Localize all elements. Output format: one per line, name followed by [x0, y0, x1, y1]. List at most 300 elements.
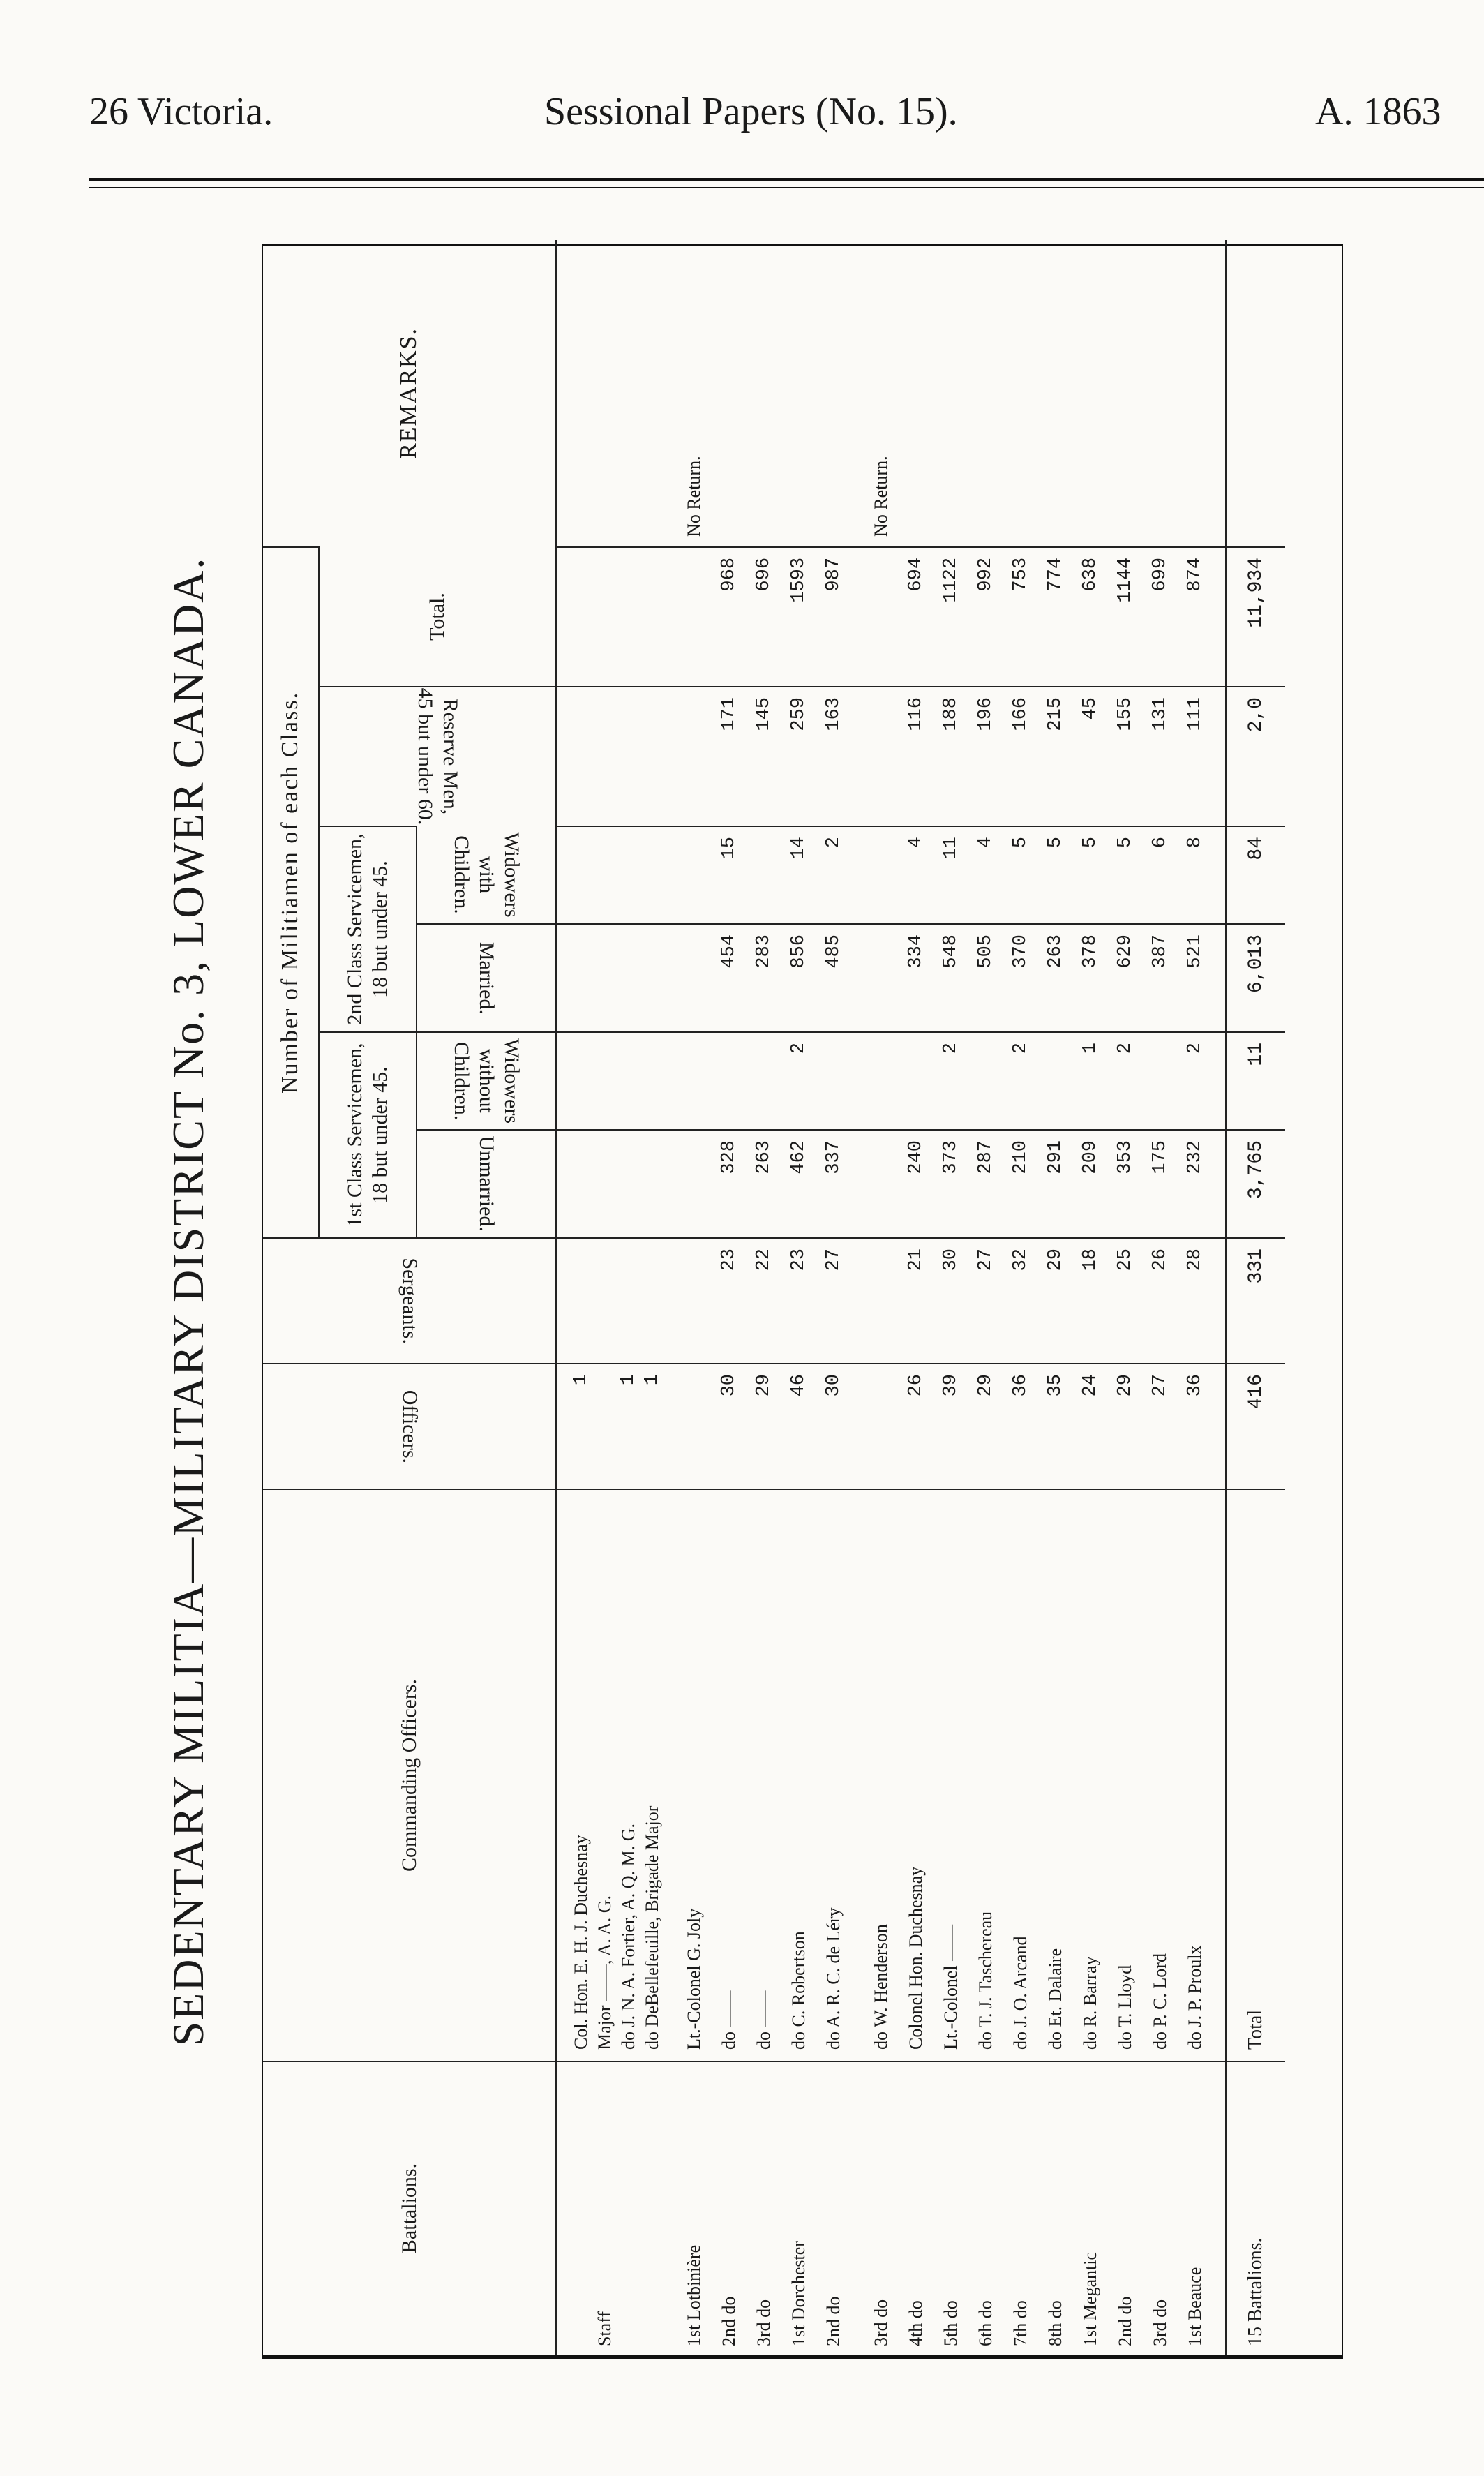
sergeants-cell: 27	[968, 1238, 1003, 1364]
empty-cell	[640, 826, 664, 924]
officers-cell	[677, 1364, 712, 1489]
battalion-cell: 6th do	[968, 2061, 1003, 2355]
battalion-cell: 1st Megantic	[1073, 2061, 1108, 2355]
total-cell: 1593	[781, 547, 816, 687]
header-battalions: Battalions.	[263, 2061, 556, 2355]
empty-cell	[617, 1238, 640, 1364]
officers-cell: 29	[747, 1364, 781, 1489]
unmarried-cell: 373	[934, 1130, 968, 1238]
total-cell: 699	[1143, 547, 1178, 687]
battalion-cell	[640, 2061, 664, 2355]
remarks-cell	[1226, 240, 1285, 547]
remarks-cell	[934, 240, 968, 547]
total-battalions-cell: 15 Battalions.	[1226, 2061, 1285, 2355]
total-cell: 874	[1178, 547, 1213, 687]
widowers_with-cell: 15	[712, 826, 747, 924]
reserve-cell: 45	[1073, 687, 1108, 826]
commanding-officer-cell	[1038, 1489, 1073, 2061]
officer-rank: Lt.-Colonel	[940, 1965, 961, 2050]
officer-rank: do	[871, 2031, 891, 2050]
total-cell: 753	[1003, 547, 1038, 687]
widowers_without-cell	[968, 1032, 1003, 1130]
table-row	[864, 240, 899, 2355]
reserve-cell: 259	[781, 687, 816, 826]
table-row	[934, 240, 968, 2355]
married-cell: 505	[968, 924, 1003, 1032]
widowers_without-cell: 2	[1108, 1032, 1143, 1130]
officer-name: P. C. Lord	[1150, 1953, 1170, 2027]
officers-cell: 1	[617, 1364, 640, 1489]
commanding-officer-cell	[1108, 1489, 1143, 2061]
total-label-cell: Total	[1226, 1489, 1285, 2061]
sergeants-cell: 28	[1178, 1238, 1213, 1364]
unmarried-cell: 240	[899, 1130, 934, 1238]
officer-rank: do	[823, 2031, 844, 2050]
reserve-cell: 163	[816, 687, 851, 826]
unmarried-cell: 175	[1143, 1130, 1178, 1238]
header-rule	[89, 178, 1484, 181]
officer-rank: do	[788, 2031, 809, 2050]
empty-cell	[593, 1238, 617, 1364]
header-married: Married.	[417, 924, 556, 1032]
widowers_without-cell	[747, 1032, 781, 1130]
empty-cell	[569, 547, 593, 687]
empty-cell	[640, 924, 664, 1032]
page-header	[0, 0, 1484, 161]
remarks-cell	[899, 240, 934, 547]
remarks-cell	[1073, 240, 1108, 547]
table-row	[593, 240, 617, 2355]
widowers_without-cell: 2	[934, 1032, 968, 1130]
widowers_without-cell	[1038, 1032, 1073, 1130]
widowers_without-cell: 2	[1178, 1032, 1213, 1130]
unmarried-cell: 353	[1108, 1130, 1143, 1238]
officer-name: ——	[719, 1990, 739, 2027]
commanding-officer-cell	[569, 1489, 593, 2061]
officers-cell	[864, 1364, 899, 1489]
officers-cell: 46	[781, 1364, 816, 1489]
empty-cell	[569, 924, 593, 1032]
married-cell: 283	[747, 924, 781, 1032]
totals-row	[1226, 240, 1285, 2355]
header-unmarried: Unmarried.	[417, 1130, 556, 1238]
reserve-cell	[677, 687, 712, 826]
widowers_with-cell: 4	[968, 826, 1003, 924]
total-cell	[864, 547, 899, 687]
battalion-cell: 7th do	[1003, 2061, 1038, 2355]
empty-cell	[569, 1032, 593, 1130]
unmarried-cell: 291	[1038, 1130, 1073, 1238]
remarks-cell	[1038, 240, 1073, 547]
empty-cell	[569, 1238, 593, 1364]
empty-cell	[593, 924, 617, 1032]
unmarried-cell: 337	[816, 1130, 851, 1238]
battalion-cell	[617, 2061, 640, 2355]
total-cell: 1122	[934, 547, 968, 687]
header-commanding-officers: Commanding Officers.	[263, 1489, 556, 2061]
sergeants-cell: 30	[934, 1238, 968, 1364]
empty-cell	[640, 1032, 664, 1130]
empty-cell	[569, 687, 593, 826]
officer-rank: do	[975, 2031, 996, 2050]
year-label: A. 1863	[1315, 90, 1441, 133]
commanding-officer-cell	[640, 1489, 664, 2061]
table-row	[640, 240, 664, 2355]
commanding-officer-cell	[593, 1489, 617, 2061]
empty-cell	[569, 1130, 593, 1238]
officer-name: J. O. Arcand	[1010, 1936, 1030, 2027]
reserve-cell: 215	[1038, 687, 1073, 826]
total-officers-cell: 416	[1226, 1364, 1285, 1489]
total-cell: 694	[899, 547, 934, 687]
battalion-cell: 4th do	[899, 2061, 934, 2355]
reserve-cell: 171	[712, 687, 747, 826]
table-row	[781, 240, 816, 2355]
officers-cell: 30	[816, 1364, 851, 1489]
commanding-officer-cell	[1143, 1489, 1178, 2061]
table-row	[1143, 240, 1178, 2355]
officer-rank: Major	[594, 2005, 615, 2050]
reserve-cell: 116	[899, 687, 934, 826]
unmarried-cell	[864, 1130, 899, 1238]
married-cell	[677, 924, 712, 1032]
commanding-officer-cell	[781, 1489, 816, 2061]
officers-cell: 1	[640, 1364, 664, 1489]
officer-rank: do	[1150, 2031, 1170, 2050]
commanding-officer-cell	[1178, 1489, 1213, 2061]
reserve-cell: 111	[1178, 687, 1213, 826]
widowers_with-cell: 8	[1178, 826, 1213, 924]
unmarried-cell: 287	[968, 1130, 1003, 1238]
officer-name: ——	[940, 1924, 961, 1961]
remarks-cell	[747, 240, 781, 547]
married-cell	[864, 924, 899, 1032]
sergeants-cell: 25	[1108, 1238, 1143, 1364]
table-row	[617, 240, 640, 2355]
widowers_with-cell	[864, 826, 899, 924]
page-title: SEDENTARY MILITIA—MILITARY DISTRICT No. 3, LOWER CANADA.	[163, 556, 213, 2047]
commanding-officer-cell	[617, 1489, 640, 2061]
remarks-cell	[781, 240, 816, 547]
widowers_without-cell	[677, 1032, 712, 1130]
battalion-cell: 3rd do	[864, 2061, 899, 2355]
empty-cell	[617, 924, 640, 1032]
officer-name: G. Joly	[684, 1908, 704, 1961]
total-cell: 1144	[1108, 547, 1143, 687]
officers-cell: 36	[1003, 1364, 1038, 1489]
battalion-cell: 3rd do	[747, 2061, 781, 2355]
commanding-officer-cell	[968, 1489, 1003, 2061]
total-cell: 638	[1073, 547, 1108, 687]
total-widowers_with-cell: 84	[1226, 826, 1285, 924]
married-cell: 378	[1073, 924, 1108, 1032]
table-row	[1073, 240, 1108, 2355]
empty-cell	[593, 1032, 617, 1130]
empty-cell	[640, 687, 664, 826]
sergeants-cell: 21	[899, 1238, 934, 1364]
remarks-cell	[593, 240, 617, 547]
sergeants-cell: 27	[816, 1238, 851, 1364]
remarks-cell	[1178, 240, 1213, 547]
total-reserve-cell: 2,0	[1226, 687, 1285, 826]
officer-rank: Colonel	[906, 1992, 926, 2050]
header-officers: Officers.	[263, 1364, 556, 1489]
officers-cell: 29	[1108, 1364, 1143, 1489]
widowers_with-cell: 5	[1073, 826, 1108, 924]
reserve-cell: 145	[747, 687, 781, 826]
empty-cell	[617, 826, 640, 924]
widowers_without-cell	[1143, 1032, 1178, 1130]
officers-cell: 27	[1143, 1364, 1178, 1489]
married-cell: 485	[816, 924, 851, 1032]
officers-cell: 36	[1178, 1364, 1213, 1489]
officer-rank: Lt.-Colonel	[684, 1965, 704, 2050]
table-row	[968, 240, 1003, 2355]
reserve-cell: 166	[1003, 687, 1038, 826]
officers-cell: 24	[1073, 1364, 1108, 1489]
remarks-cell	[816, 240, 851, 547]
empty-cell	[593, 687, 617, 826]
widowers_with-cell: 5	[1038, 826, 1073, 924]
battalion-cell: 1st Lotbinière	[677, 2061, 712, 2355]
header-widowers-with-children: Widowers with Children.	[417, 826, 556, 924]
header-second-class: 2nd Class Servicemen, 18 but under 45.	[319, 826, 417, 1032]
unmarried-cell: 328	[712, 1130, 747, 1238]
commanding-officer-cell	[747, 1489, 781, 2061]
total-cell: 696	[747, 547, 781, 687]
total-cell: 992	[968, 547, 1003, 687]
married-cell: 521	[1178, 924, 1213, 1032]
empty-cell	[617, 1032, 640, 1130]
rotated-page	[147, 244, 1361, 2359]
married-cell: 629	[1108, 924, 1143, 1032]
widowers_without-cell	[712, 1032, 747, 1130]
officers-cell: 29	[968, 1364, 1003, 1489]
empty-cell	[640, 1130, 664, 1238]
commanding-officer-cell	[1003, 1489, 1038, 2061]
officer-name: ——	[754, 1990, 774, 2027]
unmarried-cell: 263	[747, 1130, 781, 1238]
officers-cell: 30	[712, 1364, 747, 1489]
empty-cell	[640, 1238, 664, 1364]
unmarried-cell	[677, 1130, 712, 1238]
unmarried-cell: 462	[781, 1130, 816, 1238]
widowers_with-cell: 14	[781, 826, 816, 924]
header-first-class: 1st Class Servicemen, 18 but under 45.	[319, 1032, 417, 1238]
officer-rank: do	[719, 2031, 739, 2050]
commanding-officer-cell	[712, 1489, 747, 2061]
header-remarks: REMARKS.	[263, 240, 556, 547]
married-cell: 548	[934, 924, 968, 1032]
commanding-officer-cell	[899, 1489, 934, 2061]
header-sergeants: Sergeants.	[263, 1238, 556, 1364]
officer-rank: Col.	[571, 2018, 591, 2050]
married-cell: 263	[1038, 924, 1073, 1032]
empty-cell	[617, 687, 640, 826]
officers-cell	[593, 1364, 617, 1489]
married-cell: 334	[899, 924, 934, 1032]
remarks-cell: No Return.	[871, 456, 891, 537]
total-married-cell: 6,013	[1226, 924, 1285, 1032]
officer-rank: do	[1010, 2031, 1030, 2050]
battalion-cell: 1st Beauce	[1178, 2061, 1213, 2355]
reserve-cell: 188	[934, 687, 968, 826]
battalion-cell: Staff	[593, 2061, 617, 2355]
officer-name: T. J. Taschereau	[975, 1911, 996, 2027]
widowers_without-cell	[816, 1032, 851, 1130]
table-row	[569, 240, 593, 2355]
officer-name: J. P. Proulx	[1185, 1945, 1205, 2027]
officer-rank: do	[642, 2031, 662, 2050]
officer-name: R. Barray	[1080, 1956, 1100, 2027]
total-cell	[677, 547, 712, 687]
officers-cell: 35	[1038, 1364, 1073, 1489]
widowers_with-cell: 6	[1143, 826, 1178, 924]
sergeants-cell: 18	[1073, 1238, 1108, 1364]
unmarried-cell: 209	[1073, 1130, 1108, 1238]
married-cell: 454	[712, 924, 747, 1032]
table-row	[1108, 240, 1143, 2355]
widowers_with-cell	[747, 826, 781, 924]
table-body	[556, 240, 1285, 2355]
empty-cell	[617, 547, 640, 687]
total-unmarried-cell: 3,765	[1226, 1130, 1285, 1238]
reserve-cell: 131	[1143, 687, 1178, 826]
officer-name: ——, A. A. G.	[594, 1895, 615, 2001]
battalion-cell: 5th do	[934, 2061, 968, 2355]
total-cell: 987	[816, 547, 851, 687]
header-reserve-men: Reserve Men, 45 but under 60.	[319, 687, 556, 826]
empty-cell	[593, 826, 617, 924]
officer-rank: do	[1185, 2031, 1205, 2050]
officer-name: Et. Dalaire	[1045, 1948, 1065, 2027]
remarks-cell	[617, 240, 640, 547]
remarks-cell	[968, 240, 1003, 547]
remarks-cell	[1003, 240, 1038, 547]
officer-name: W. Henderson	[871, 1924, 891, 2027]
battalion-cell: 2nd do	[1108, 2061, 1143, 2355]
unmarried-cell: 210	[1003, 1130, 1038, 1238]
officer-rank: do	[754, 2031, 774, 2050]
battalion-cell: 2nd do	[712, 2061, 747, 2355]
married-cell: 856	[781, 924, 816, 1032]
widowers_with-cell	[677, 826, 712, 924]
empty-cell	[593, 1130, 617, 1238]
reserve-cell: 196	[968, 687, 1003, 826]
remarks-cell	[640, 240, 664, 547]
officer-name: A. R. C. de Léry	[823, 1907, 844, 2028]
married-cell: 387	[1143, 924, 1178, 1032]
reserve-cell: 155	[1108, 687, 1143, 826]
header-total: Total.	[319, 547, 556, 687]
officer-name: J. N. A. Fortier, A. Q. M. G.	[618, 1824, 638, 2027]
table-row	[747, 240, 781, 2355]
table-row	[677, 240, 712, 2355]
sergeants-cell: 23	[712, 1238, 747, 1364]
widowers_with-cell: 5	[1003, 826, 1038, 924]
officers-cell: 26	[899, 1364, 934, 1489]
militia-table	[262, 244, 1343, 2359]
widowers_with-cell: 5	[1108, 826, 1143, 924]
widowers_with-cell: 2	[816, 826, 851, 924]
commanding-officer-cell	[934, 1489, 968, 2061]
widowers_with-cell: 11	[934, 826, 968, 924]
header-rule-thin	[89, 187, 1484, 188]
officer-rank: do	[618, 2031, 638, 2050]
table-row	[1178, 240, 1213, 2355]
table-row	[816, 240, 851, 2355]
remarks-cell	[712, 240, 747, 547]
widowers_without-cell	[899, 1032, 934, 1130]
reserve-cell	[864, 687, 899, 826]
total-cell: 774	[1038, 547, 1073, 687]
empty-cell	[569, 826, 593, 924]
sergeants-cell	[864, 1238, 899, 1364]
sergeants-cell: 22	[747, 1238, 781, 1364]
session-label: 26 Victoria.	[89, 90, 273, 133]
empty-cell	[640, 547, 664, 687]
battalion-cell: 3rd do	[1143, 2061, 1178, 2355]
sergeants-cell	[677, 1238, 712, 1364]
commanding-officer-cell	[864, 1489, 899, 2061]
officer-name: DeBellefeuille, Brigade Major	[642, 1805, 662, 2027]
table-row	[712, 240, 747, 2355]
sergeants-cell: 29	[1038, 1238, 1073, 1364]
remarks-cell: No Return.	[684, 456, 704, 537]
officer-name: Hon. E. H. J. Duchesnay	[571, 1835, 591, 2015]
battalion-cell: 8th do	[1038, 2061, 1073, 2355]
widowers_without-cell: 1	[1073, 1032, 1108, 1130]
commanding-officer-cell	[1073, 1489, 1108, 2061]
militia-table-grid	[263, 240, 1285, 2355]
widowers_without-cell	[864, 1032, 899, 1130]
commanding-officer-cell	[816, 1489, 851, 2061]
header-widowers-without-children: Widowers without Children.	[417, 1032, 556, 1130]
battalion-cell: 1st Dorchester	[781, 2061, 816, 2355]
officer-rank: do	[1115, 2031, 1135, 2050]
officers-cell: 39	[934, 1364, 968, 1489]
remarks-cell	[1108, 240, 1143, 547]
married-cell: 370	[1003, 924, 1038, 1032]
sergeants-cell: 23	[781, 1238, 816, 1364]
officer-name: T. Lloyd	[1115, 1964, 1135, 2027]
widowers_without-cell: 2	[1003, 1032, 1038, 1130]
table-row	[1003, 240, 1038, 2355]
sergeants-cell: 26	[1143, 1238, 1178, 1364]
remarks-cell	[1143, 240, 1178, 547]
unmarried-cell: 232	[1178, 1130, 1213, 1238]
officers-cell: 1	[569, 1364, 593, 1489]
total-sergeants-cell: 331	[1226, 1238, 1285, 1364]
commanding-officer-cell	[677, 1489, 712, 2061]
empty-cell	[593, 547, 617, 687]
sergeants-cell: 32	[1003, 1238, 1038, 1364]
empty-cell	[617, 1130, 640, 1238]
battalion-cell	[569, 2061, 593, 2355]
officer-name: C. Robertson	[788, 1931, 809, 2027]
total-cell: 968	[712, 547, 747, 687]
battalion-cell: 2nd do	[816, 2061, 851, 2355]
sessional-papers-label: Sessional Papers (No. 15).	[544, 90, 958, 133]
total-widowers_without-cell: 11	[1226, 1032, 1285, 1130]
widowers_without-cell: 2	[781, 1032, 816, 1130]
officer-rank: do	[1080, 2031, 1100, 2050]
header-number-of-militiamen: Number of Militiamen of each Class.	[263, 547, 319, 1238]
remarks-cell	[569, 240, 593, 547]
table-row	[1038, 240, 1073, 2355]
widowers_with-cell: 4	[899, 826, 934, 924]
table-row	[899, 240, 934, 2355]
